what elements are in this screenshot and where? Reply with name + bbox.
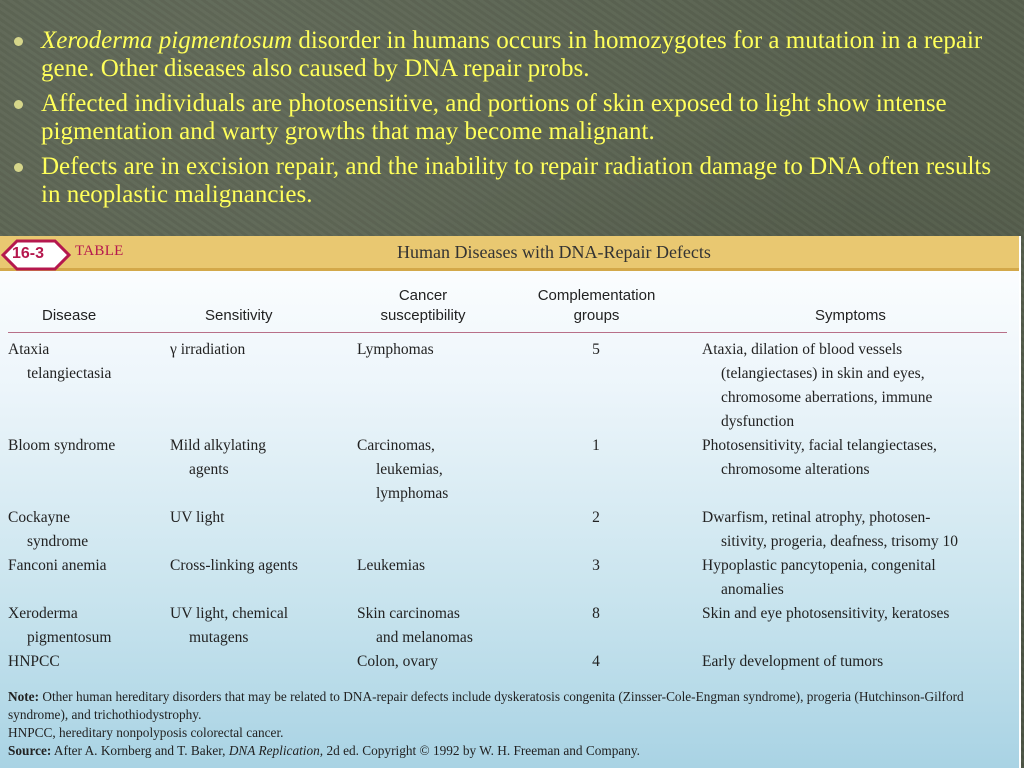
cell-sensitivity	[170, 602, 288, 650]
cell-cancer	[357, 554, 425, 578]
cell-groups: 4	[592, 653, 600, 670]
cell-line: chromosome aberrations, immune	[721, 389, 933, 406]
col-header-cancer-line2: susceptibility	[380, 307, 466, 324]
cell-line: Skin carcinomas	[357, 605, 460, 622]
cell-line: Fanconi anemia	[8, 557, 107, 574]
cell-line: Xeroderma	[8, 605, 78, 622]
bullet-text: Affected individuals are photosensitive, and portions of skin exposed to light show intense pigmentation and warty growths that may become malignant.	[41, 90, 947, 145]
cell-line: Dwarfism, retinal atrophy, photosen-	[702, 509, 931, 526]
bullet-dot-icon	[14, 163, 23, 172]
table-title: Human Diseases with DNA-Repair Defects	[397, 242, 711, 262]
cell-line: Ataxia	[8, 341, 50, 358]
source-pre: After A. Kornberg and T. Baker,	[51, 743, 229, 758]
bullet-item	[14, 90, 1014, 146]
cell-line: UV light	[170, 509, 225, 526]
cell-line: Lymphomas	[357, 341, 434, 358]
cell-line: telangiectasia	[27, 365, 112, 382]
cell-disease	[8, 602, 111, 650]
table-panel	[0, 236, 1021, 768]
cell-disease	[8, 650, 60, 674]
cell-line: lymphomas	[376, 485, 449, 502]
table-footnote	[8, 688, 998, 760]
cell-line: Skin and eye photosensitivity, keratoses	[702, 605, 950, 622]
bullet-dot-icon	[14, 37, 23, 46]
cell-sensitivity	[170, 506, 224, 530]
cell-line: anomalies	[721, 581, 784, 598]
note-label: Note:	[8, 689, 40, 704]
cell-disease	[8, 554, 107, 578]
bullet-item	[14, 153, 1014, 209]
col-header-symptoms: Symptoms	[815, 307, 886, 324]
col-header-groups	[517, 286, 676, 326]
cell-line: chromosome alterations	[721, 461, 870, 478]
cell-sensitivity	[170, 338, 245, 362]
cell-symptoms	[702, 338, 932, 434]
col-header-groups-line2: groups	[573, 307, 620, 324]
cell-groups: 1	[592, 437, 600, 454]
bullet-list	[14, 27, 1014, 216]
col-header-cancer-line1: Cancer	[398, 287, 448, 304]
cell-symptoms	[702, 602, 949, 626]
cell-line: (telangiectases) in skin and eyes,	[721, 365, 925, 382]
table-number: 16-3	[12, 245, 45, 262]
cell-line: Cross-linking agents	[170, 557, 298, 574]
source-italic: DNA Replication,	[228, 743, 324, 758]
cell-line: Leukemias	[357, 557, 426, 574]
bullet-item	[14, 27, 1014, 83]
bullet-dot-icon	[14, 100, 23, 109]
cell-line: mutagens	[189, 629, 249, 646]
cell-line: Photosensitivity, facial telangiectases,	[702, 437, 937, 454]
col-header-groups-line1: Complementation	[537, 287, 656, 304]
bullet-text: Defects are in excision repair, and the inability to repair radiation damage to DNA often results in neoplastic malignancies.	[41, 153, 992, 208]
cell-cancer	[357, 650, 438, 674]
cell-line: syndrome	[27, 533, 89, 550]
cell-line: leukemias,	[376, 461, 443, 478]
hnpcc-line: HNPCC, hereditary nonpolyposis colorectal cancer.	[8, 725, 284, 740]
col-header-disease: Disease	[42, 307, 97, 324]
source-post: 2d ed. Copyright © 1992 by W. H. Freeman and Company.	[323, 743, 641, 758]
cell-line: dysfunction	[721, 413, 795, 430]
bullet-text: disorder in humans occurs in homozygotes for a mutation in a repair gene. Other diseases also caused by DNA repair probs.	[41, 27, 983, 82]
cell-line: UV light, chemical	[170, 605, 289, 622]
cell-disease	[8, 338, 111, 386]
cell-cancer	[357, 338, 434, 362]
cell-line: Carcinomas,	[357, 437, 435, 454]
cell-line: Bloom syndrome	[8, 437, 116, 454]
cell-symptoms	[702, 506, 958, 554]
cell-line: Ataxia, dilation of blood vessels	[702, 341, 903, 358]
cell-symptoms	[702, 554, 936, 602]
cell-groups: 2	[592, 509, 600, 526]
note-text: Other human hereditary disorders that may be related to DNA-repair defects include dyskeratosis congenita (Zinsser-Cole-Engman syndrome), progeria (Hutchinson-Gilford syndrome), and trichothiodystrophy.	[8, 689, 964, 722]
table-label: TABLE	[75, 243, 124, 259]
note-line	[8, 688, 998, 724]
cell-groups: 3	[592, 557, 600, 574]
cell-cancer	[357, 434, 448, 506]
col-header-cancer	[359, 286, 487, 326]
cell-symptoms	[702, 650, 883, 674]
source-line	[8, 742, 998, 760]
cell-symptoms	[702, 434, 937, 482]
cell-disease	[8, 506, 88, 554]
cell-line: Colon, ovary	[357, 653, 438, 670]
cell-line: agents	[189, 461, 229, 478]
bullet-italic: Xeroderma pigmentosum	[41, 27, 293, 54]
cell-sensitivity	[170, 434, 266, 482]
cell-line: HNPCC	[8, 653, 60, 670]
cell-line: γ irradiation	[170, 341, 246, 358]
cell-line: pigmentosum	[27, 629, 112, 646]
cell-line: Mild alkylating	[170, 437, 267, 454]
cell-line: sitivity, progeria, deafness, trisomy 10	[721, 533, 959, 550]
cell-cancer	[357, 602, 473, 650]
cell-line: Cockayne	[8, 509, 70, 526]
cell-line: Early development of tumors	[702, 653, 884, 670]
source-label: Source:	[8, 743, 52, 758]
cell-line: Hypoplastic pancytopenia, congenital	[702, 557, 936, 574]
cell-disease	[8, 434, 115, 458]
col-header-sensitivity: Sensitivity	[205, 307, 273, 324]
header-rule	[8, 332, 1007, 333]
cell-groups: 8	[592, 605, 600, 622]
cell-groups: 5	[592, 341, 600, 358]
cell-line: and melanomas	[376, 629, 473, 646]
cell-sensitivity	[170, 554, 298, 578]
